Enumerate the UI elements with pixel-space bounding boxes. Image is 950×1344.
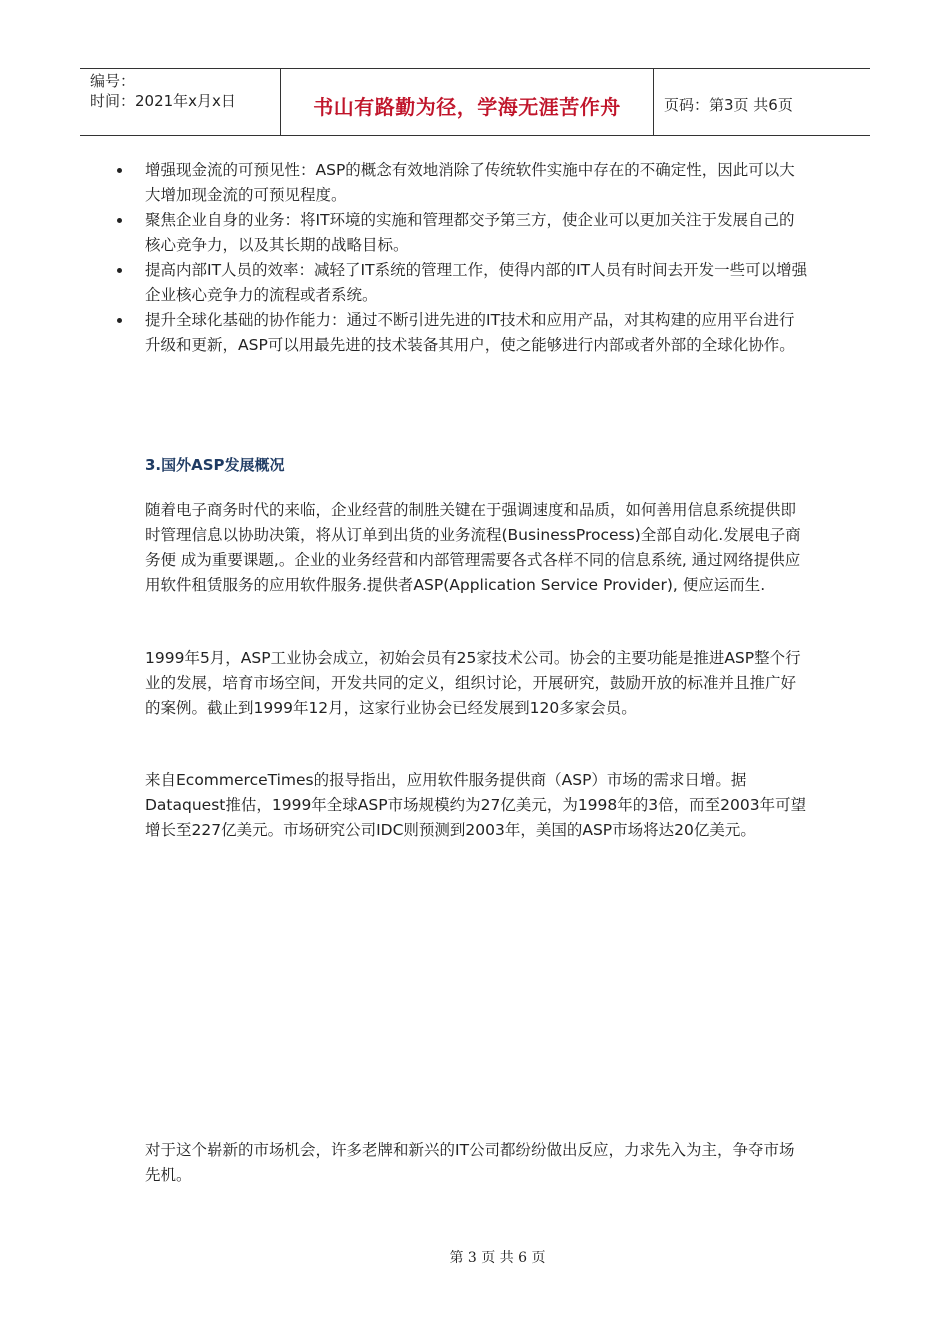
bullet-item [145,158,810,208]
paragraph: 1999年5月，ASP工业协会成立，初始会员有25家技术公司。协会的主要功能是推进ASP整个行业的发展，培育市场空间，开发共同的定义，组织讨论，开展研究，鼓励开放的标准并且推广好的案例。截止到1999年12月，这家行业协会已经发展到120多家会员。 [145,649,801,717]
bullet-dot-icon [117,218,122,223]
page-footer: 第 3 页 共 6 页 [449,1250,546,1266]
bullet-list [145,158,810,358]
paragraph: 对于这个崭新的市场机会，许多老牌和新兴的IT公司都纷纷做出反应，力求先入为主，争夺市场先机。 [145,1141,795,1184]
bullet-text: 聚焦企业自身的业务：将IT环境的实施和管理都交予第三方，使企业可以更加关注于发展自己的核心竞争力，以及其长期的战略目标。 [145,211,795,254]
document-code-label: 编号： [90,72,136,90]
header-motto: 书山有路勤为径，学海无涯苦作舟 [313,94,621,119]
header-motto-cell [281,69,654,135]
section-heading: 3.国外ASP发展概况 [145,456,285,474]
bullet-text: 提升全球化基础的协作能力：通过不断引进先进的IT技术和应用产品，对其构建的应用平台进行升级和更新，ASP可以用最先进的技术装备其用户，使之能够进行内部或者外部的全球化协作。 [145,311,795,354]
header-page-info: 页码：第3页 共6页 [664,95,793,114]
header-meta-cell [80,69,281,135]
bullet-dot-icon [117,318,122,323]
bullet-item [145,208,810,258]
paragraph: 来自EcommerceTimes的报导指出，应用软件服务提供商（ASP）市场的需求日增。据Dataquest推估，1999年全球ASP市场规模约为27亿美元，为1998年的3倍，而至2003年可望增长至227亿美元。市场研究公司IDC则预测到2003年，美国的ASP市场将达20亿美元。 [145,771,807,839]
bullet-section [145,158,810,358]
bullet-text: 增强现金流的可预见性：ASP的概念有效地消除了传统软件实施中存在的不确定性，因此可以大大增加现金流的可预见程度。 [145,161,795,204]
bullet-dot-icon [117,268,122,273]
bullet-text: 提高内部IT人员的效率：减轻了IT系统的管理工作，使得内部的IT人员有时间去开发一些可以增强企业核心竞争力的流程或者系统。 [145,261,808,304]
header-page-cell [654,69,870,135]
paragraph: 随着电子商务时代的来临，企业经营的制胜关键在于强调速度和品质，如何善用信息系统提供即时管理信息以协助决策，将从订单到出货的业务流程(BusinessProcess)全部自动化.发展电子商务便 成为重要课题,。企业的业务经营和内部管理需要各式各样不同的信息系统, 通过网络提供应用软件租赁服务的应用软件服务.提供者ASP(Application Service Provider), 便应运而生. [145,501,801,594]
bullet-dot-icon [117,168,122,173]
document-date-label: 时间：2021年x月x日 [90,92,236,110]
bullet-item [145,258,810,308]
bullet-item [145,308,810,358]
page-header [80,68,870,136]
